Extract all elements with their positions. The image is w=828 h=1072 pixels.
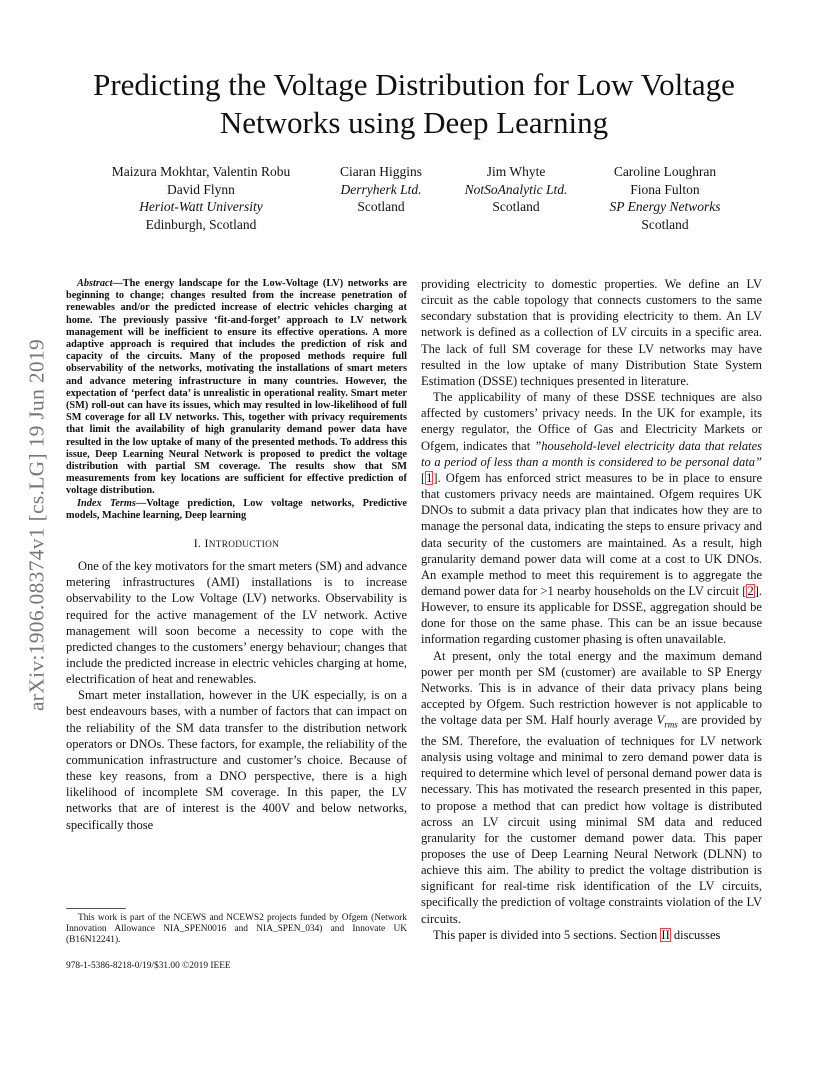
paragraph-privacy: The applicability of many of these DSSE techniques are also affected by customers’ privacy needs. In the UK for example, its energy regulator, the Office of Gas and Electricity Markets or Ofgem, indicates that ”household-level electricity data that relates to a period of less than a month is considered to be personal data” [1]. Ofgem has enforced strict measures to be in place to ensure that customers privacy needs are maintained. Ofgem requires UK DNOs to submit a data privacy plan that indicates how they are to manage the personal data, indicating the steps to ensure privacy and data security of the customers are maintained. As a result, high granularity demand power data will come at a cost to UK DNOs. An example method to meet this requirement is to aggregate the demand power data for >1 nearby households on the LV circuit [2]. However, to ensure its applicable for DSSE, aggregation should be done for those on the same phase. This can be an issue because information regarding customer phasing is often unavailable. — [421, 390, 762, 647]
abstract-label: Abstract — [77, 278, 113, 289]
author-affiliation: Heriot-Watt University — [139, 199, 263, 214]
intro-paragraph-1: One of the key motivators for the smart meters (SM) and advance metering infrastructures (AMI) installations is to increase observability to the Low Voltage (LV) networks. Observability is required for the active management of the LV network. Active management will soon become a necessity to cope with the predicted changes to the customers’ energy behaviour; changes that include the predicted increase in electric vehicles charging at home, electrification of heat and renewables. — [66, 559, 407, 687]
arxiv-sidebar — [22, 290, 52, 760]
section-heading-introduction — [66, 536, 407, 551]
author-names: Fiona Fulton — [630, 181, 700, 197]
text-span: This paper is divided into 5 sections. Section — [433, 927, 661, 942]
text-span: discusses — [670, 927, 721, 942]
ofgem-quote: ”household-level electricity data that relates to a period of less than a month is considered to be personal data” — [421, 438, 762, 469]
left-column — [66, 278, 407, 833]
author-block-derryherk — [328, 163, 434, 216]
paper-title: Predicting the Voltage Distribution for Low Voltage Networks using Deep Learning — [93, 67, 735, 140]
author-affiliation: NotSoAnalytic Ltd. — [464, 181, 568, 197]
author-location: Scotland — [357, 199, 405, 214]
index-terms-label: Index Terms — [77, 497, 136, 509]
section-rest: NTRODUCTION — [208, 540, 280, 551]
abstract-text: —The energy landscape for the Low-Voltage (LV) networks are beginning to change; changes resulted from the increase penetration of renewables and/or the predicted increase of electric vehicles charging at home. The previously passive ‘fit-and-forget’ approach to LV network management will be inefficient to ensure its effective operations. A more adaptive approach is required that includes the prediction of risk and capacity of the circuits. Many of the proposed methods require full observability of the networks, motivating the installations of smart meters and advance metering infrastructure in many countries. However, the expectation of ‘perfect data’ is unrealistic in operational reality. Smart meter (SM) roll-out can have its issues, which may resulted in low-likelihood of full SM coverage for all LV networks. This, together with privacy requirements that limit the availability of high granularity demand power data have resulted in the low uptake of many of the presented methods. To address this issue, Deep Learning Neural Network is proposed to predict the voltage distribution with partial SM coverage. The results show that SM measurements from key locations are sufficient for effective prediction of voltage distribution. — [66, 278, 407, 497]
text-span: are provided by the SM. Therefore, the evaluation of techniques for LV network analysis using voltage and minimal to zero demand power data is required to determine which level of personal demand power data is necessary. This has motivated the research presented in this paper, to propose a method that can predict how voltage is distributed across an LV circuit using minimal SM data and reduced granularity for the customer demand power data. This paper proposes the use of Deep Learning Neural Network (DLNN) to achieve this aim. The ability to predict the voltage distribution is significant for real-time risk identification of the LV circuits, specifically the prediction of voltage constraints violation of the LV circuits. — [421, 713, 762, 926]
text-span: At present, only the total energy and the maximum demand power per month per SM (customer) are available to SP Energy Networks. This is in advance of their data privacy plans being accepted by Ofgem. Such restriction however is not applicable to the voltage data per SM. Half hourly average — [421, 648, 762, 728]
index-terms-text: —Voltage prediction, Low voltage networks, Predictive models, Machine learning, Deep learning — [66, 497, 407, 521]
intro-paragraph-2: Smart meter installation, however in the UK especially, is on a best endeavours bases, with a number of factors that can impact on the reliability of the SM data transfer to the distribution network operators or DNOs. These factors, for example, the reliability of the communication infrastructure and customer’s choice. Because of these key reasons, from a DNO perspective, there is a high likelihood of incomplete SM coverage. In this paper, the LV networks that are of interest is the 400V and below networks, specifically those — [66, 688, 407, 832]
section-initial: I — [204, 536, 209, 551]
text-span: The applicability of many of these DSSE techniques are also affected by customers’ privacy needs. In the UK for example, its energy regulator, the Office of Gas and Electricity Markets or Ofgem, indicates that — [421, 390, 762, 453]
text-span: . Ofgem has enforced strict measures to be in place to ensure that customers privacy needs are maintained. Ofgem requires UK DNOs to submit a data privacy plan that indicates how they are to manage the personal data, indicating the steps to ensure privacy and data security of the customers are maintained. As a result, high granularity demand power data will come at a cost to UK DNOs. An example method to meet this requirement is to aggregate the demand power data for >1 nearby households on the LV circuit — [421, 470, 762, 598]
author-names: Jim Whyte — [486, 164, 546, 179]
paragraph-continued: providing electricity to domestic properties. We define an LV circuit as the cable topology that connects customers to the same secondary substation that is providing electricity to them. An LV network is defined as a collection of LV circuits in a specific area. The lack of full SM coverage for these LV networks may have resulted in the low uptake of many Distribution State System Estimation (DSSE) techniques presented in literature. — [421, 277, 762, 388]
author-names: Caroline Loughran — [613, 164, 717, 179]
author-affiliation: Derryherk Ltd. — [340, 181, 422, 197]
citation-link-1[interactable]: 1 — [426, 470, 433, 485]
vrms-symbol: V — [656, 713, 665, 728]
section-link-ii[interactable]: II — [661, 927, 670, 942]
arxiv-identifier: arXiv:1906.08374v1 [cs.LG] 19 Jun 2019 — [24, 338, 49, 712]
funding-footnote: This work is part of the NCEWS and NCEWS2 projects funded by Ofgem (Network Innovation Allowance NIA_SPEN0016 and NIA_SPEN_034) and Innovate UK (B16N12241). — [66, 913, 407, 946]
author-block-sp-energy — [598, 163, 732, 233]
vrms-subscript: rms — [664, 719, 678, 730]
author-block-notsoanalytic — [454, 163, 578, 216]
abstract — [66, 278, 407, 498]
author-block-heriot-watt — [96, 163, 306, 233]
right-column — [421, 276, 762, 943]
author-location: Scotland — [492, 199, 540, 214]
author-location: Edinburgh, Scotland — [145, 216, 257, 232]
text-span: . However, to ensure its applicable for DSSE, aggregation should be done for those on the same phase. This can be an issue because information regarding customer phasing is often unavailable. — [421, 583, 762, 647]
index-terms — [66, 498, 407, 522]
author-names: Ciaran Higgins — [339, 164, 423, 179]
author-names: Maizura Mokhtar, Valentin Robu — [111, 164, 291, 179]
section-numeral: I. — [193, 536, 205, 551]
citation-link-2[interactable]: 2 — [747, 583, 754, 598]
paragraph-outline — [421, 927, 762, 943]
footnote-rule — [66, 908, 126, 909]
copyright-notice: 978-1-5386-8218-0/19/$31.00 ©2019 IEEE — [66, 961, 231, 971]
paragraph-present — [421, 648, 762, 927]
author-location: Scotland — [641, 216, 689, 232]
author-affiliation: SP Energy Networks — [609, 199, 721, 214]
author-names: David Flynn — [167, 181, 235, 197]
